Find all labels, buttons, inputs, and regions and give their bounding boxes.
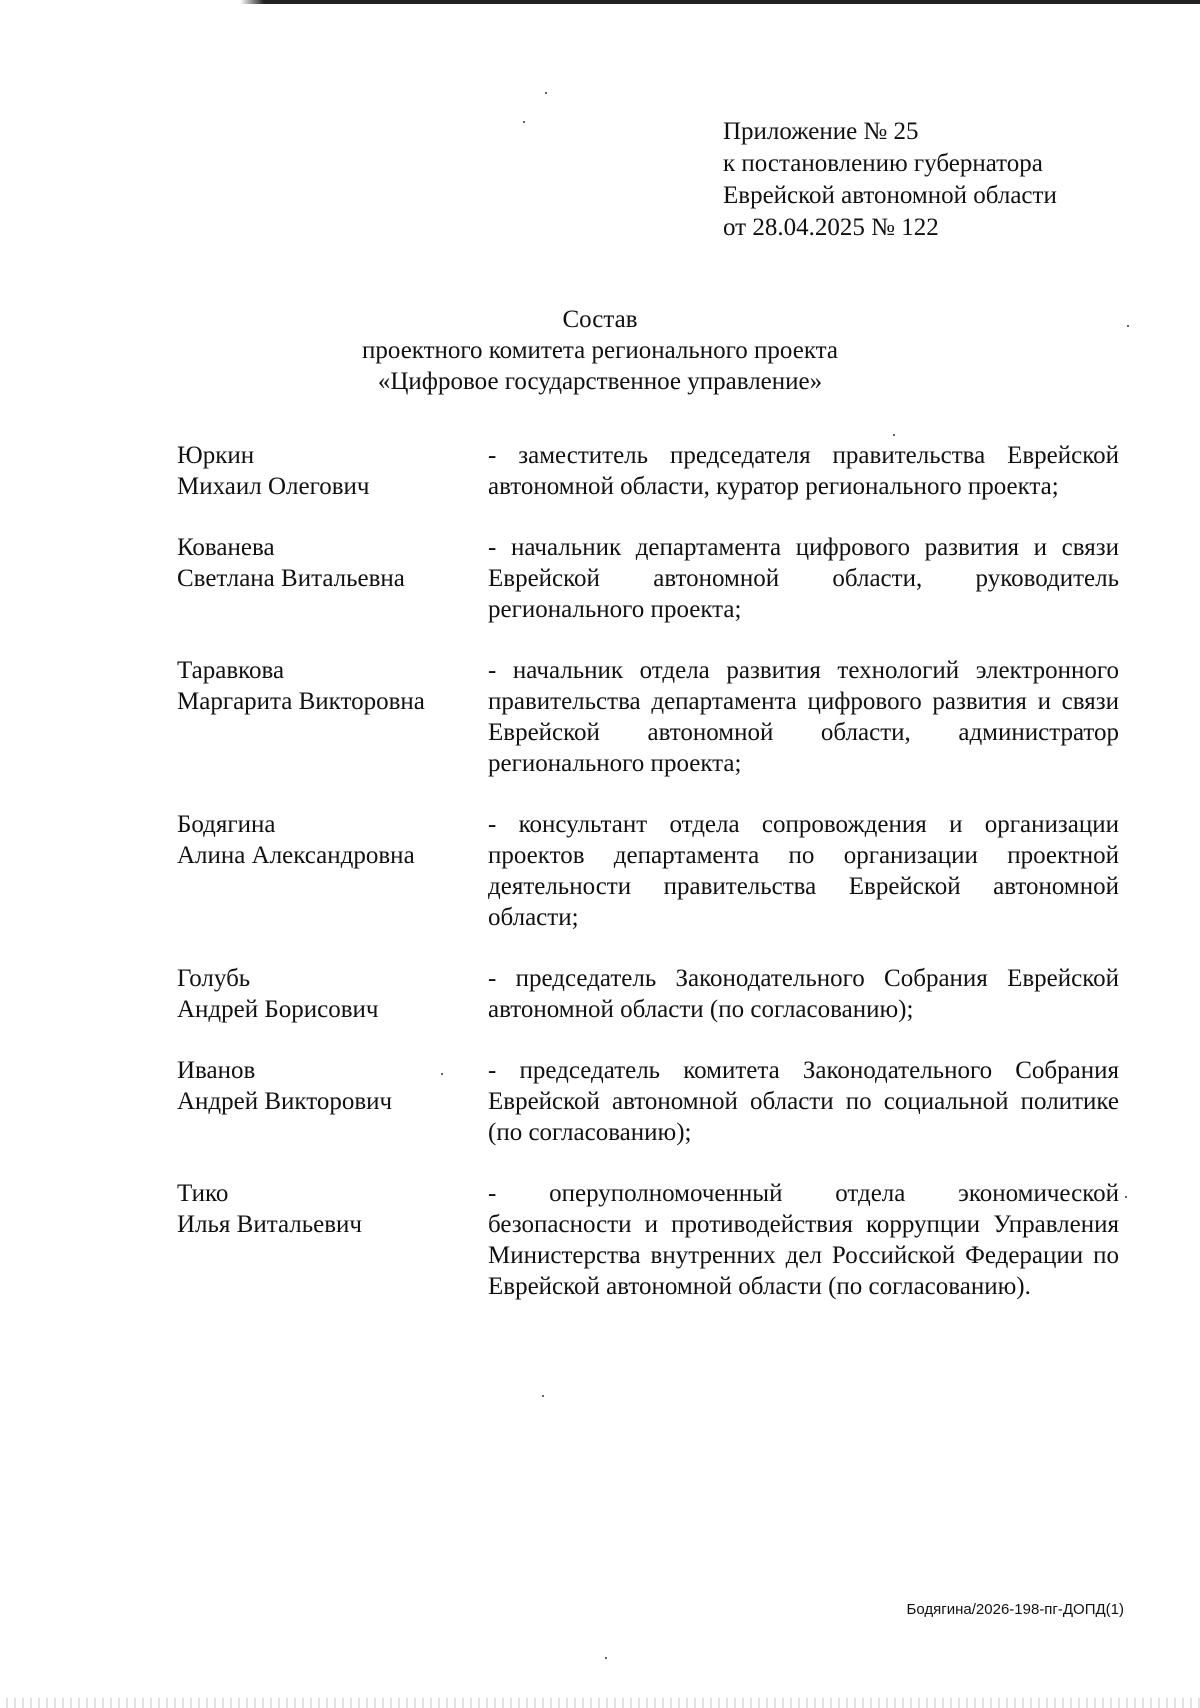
member-role: - председатель комитета Законодательного Собрания Еврейской автономной области по социальной политике (по согласованию); xyxy=(488,1057,1119,1146)
member-role: - председатель Законодательного Собрания Еврейской автономной области (по согласованию); xyxy=(488,965,1119,1023)
member-name xyxy=(177,963,488,1025)
heading-title: Состав xyxy=(562,306,638,333)
member-surname: Бодягина xyxy=(177,811,276,838)
heading-project-name: «Цифровое государственное управление» xyxy=(377,368,823,395)
member-name xyxy=(177,809,488,933)
member-role: - начальник департамента цифрового развития и связи Еврейской автономной области, руководитель регионального проекта; xyxy=(488,534,1119,623)
member-given-names: Михаил Олегович xyxy=(177,473,370,500)
document-registration-code: Бодягина/2026-198-пг-ДОПД(1) xyxy=(906,1601,1124,1618)
member-surname: Голубь xyxy=(177,965,251,992)
appendix-region: Еврейской автономной области xyxy=(723,182,1057,209)
scan-speck xyxy=(893,434,895,436)
member-given-names: Светлана Витальевна xyxy=(177,565,405,592)
member-entry xyxy=(177,532,1119,625)
scan-top-edge xyxy=(0,0,1200,4)
member-given-names: Андрей Викторович xyxy=(177,1088,393,1115)
member-given-names: Андрей Борисович xyxy=(177,996,379,1023)
member-surname: Таравкова xyxy=(177,657,285,684)
member-entry xyxy=(177,655,1119,779)
scan-bottom-edge xyxy=(0,1698,1200,1708)
appendix-reference xyxy=(723,116,1057,244)
member-surname: Юркин xyxy=(177,442,255,469)
member-entry xyxy=(177,963,1119,1025)
scan-speck xyxy=(523,121,525,123)
member-name xyxy=(177,655,488,779)
member-surname: Тико xyxy=(177,1180,229,1207)
member-name xyxy=(177,440,488,502)
member-entry xyxy=(177,1178,1119,1302)
member-surname: Кованева xyxy=(177,534,275,561)
member-name xyxy=(177,1055,488,1148)
member-name xyxy=(177,532,488,625)
appendix-date: от 28.04.2025 № 122 xyxy=(723,214,939,241)
member-role: - оперуполномоченный отдела экономической безопасности и противодействия коррупции Управления Министерства внутренних дел Российской Федерации по Еврейской автономной области (по согласованию). xyxy=(488,1180,1119,1300)
scan-speck xyxy=(1125,1196,1127,1198)
member-surname: Иванов xyxy=(177,1057,256,1084)
member-entry xyxy=(177,1055,1119,1148)
appendix-decree: к постановлению губернатора xyxy=(723,150,1043,177)
heading-subtitle: проектного комитета регионального проекта xyxy=(362,337,838,364)
member-given-names: Маргарита Викторовна xyxy=(177,688,425,715)
document-heading xyxy=(0,304,1200,397)
member-role: - начальник отдела развития технологий электронного правительства департамента цифрового развития и связи Еврейской автономной области, администратор регионального проекта; xyxy=(488,657,1119,777)
scan-speck xyxy=(605,1657,607,1659)
member-given-names: Илья Витальевич xyxy=(177,1211,363,1238)
member-entry xyxy=(177,809,1119,933)
scan-speck xyxy=(545,92,547,94)
scan-speck xyxy=(542,1395,544,1397)
member-role: - заместитель председателя правительства Еврейской автономной области, куратор регионального проекта; xyxy=(488,442,1119,500)
member-role: - консультант отдела сопровождения и организации проектов департамента по организации проектной деятельности правительства Еврейской автономной области; xyxy=(488,811,1119,931)
appendix-number: Приложение № 25 xyxy=(723,118,919,145)
member-name xyxy=(177,1178,488,1302)
member-entry xyxy=(177,440,1119,502)
member-given-names: Алина Александровна xyxy=(177,842,415,869)
committee-members-list xyxy=(177,440,1119,1332)
